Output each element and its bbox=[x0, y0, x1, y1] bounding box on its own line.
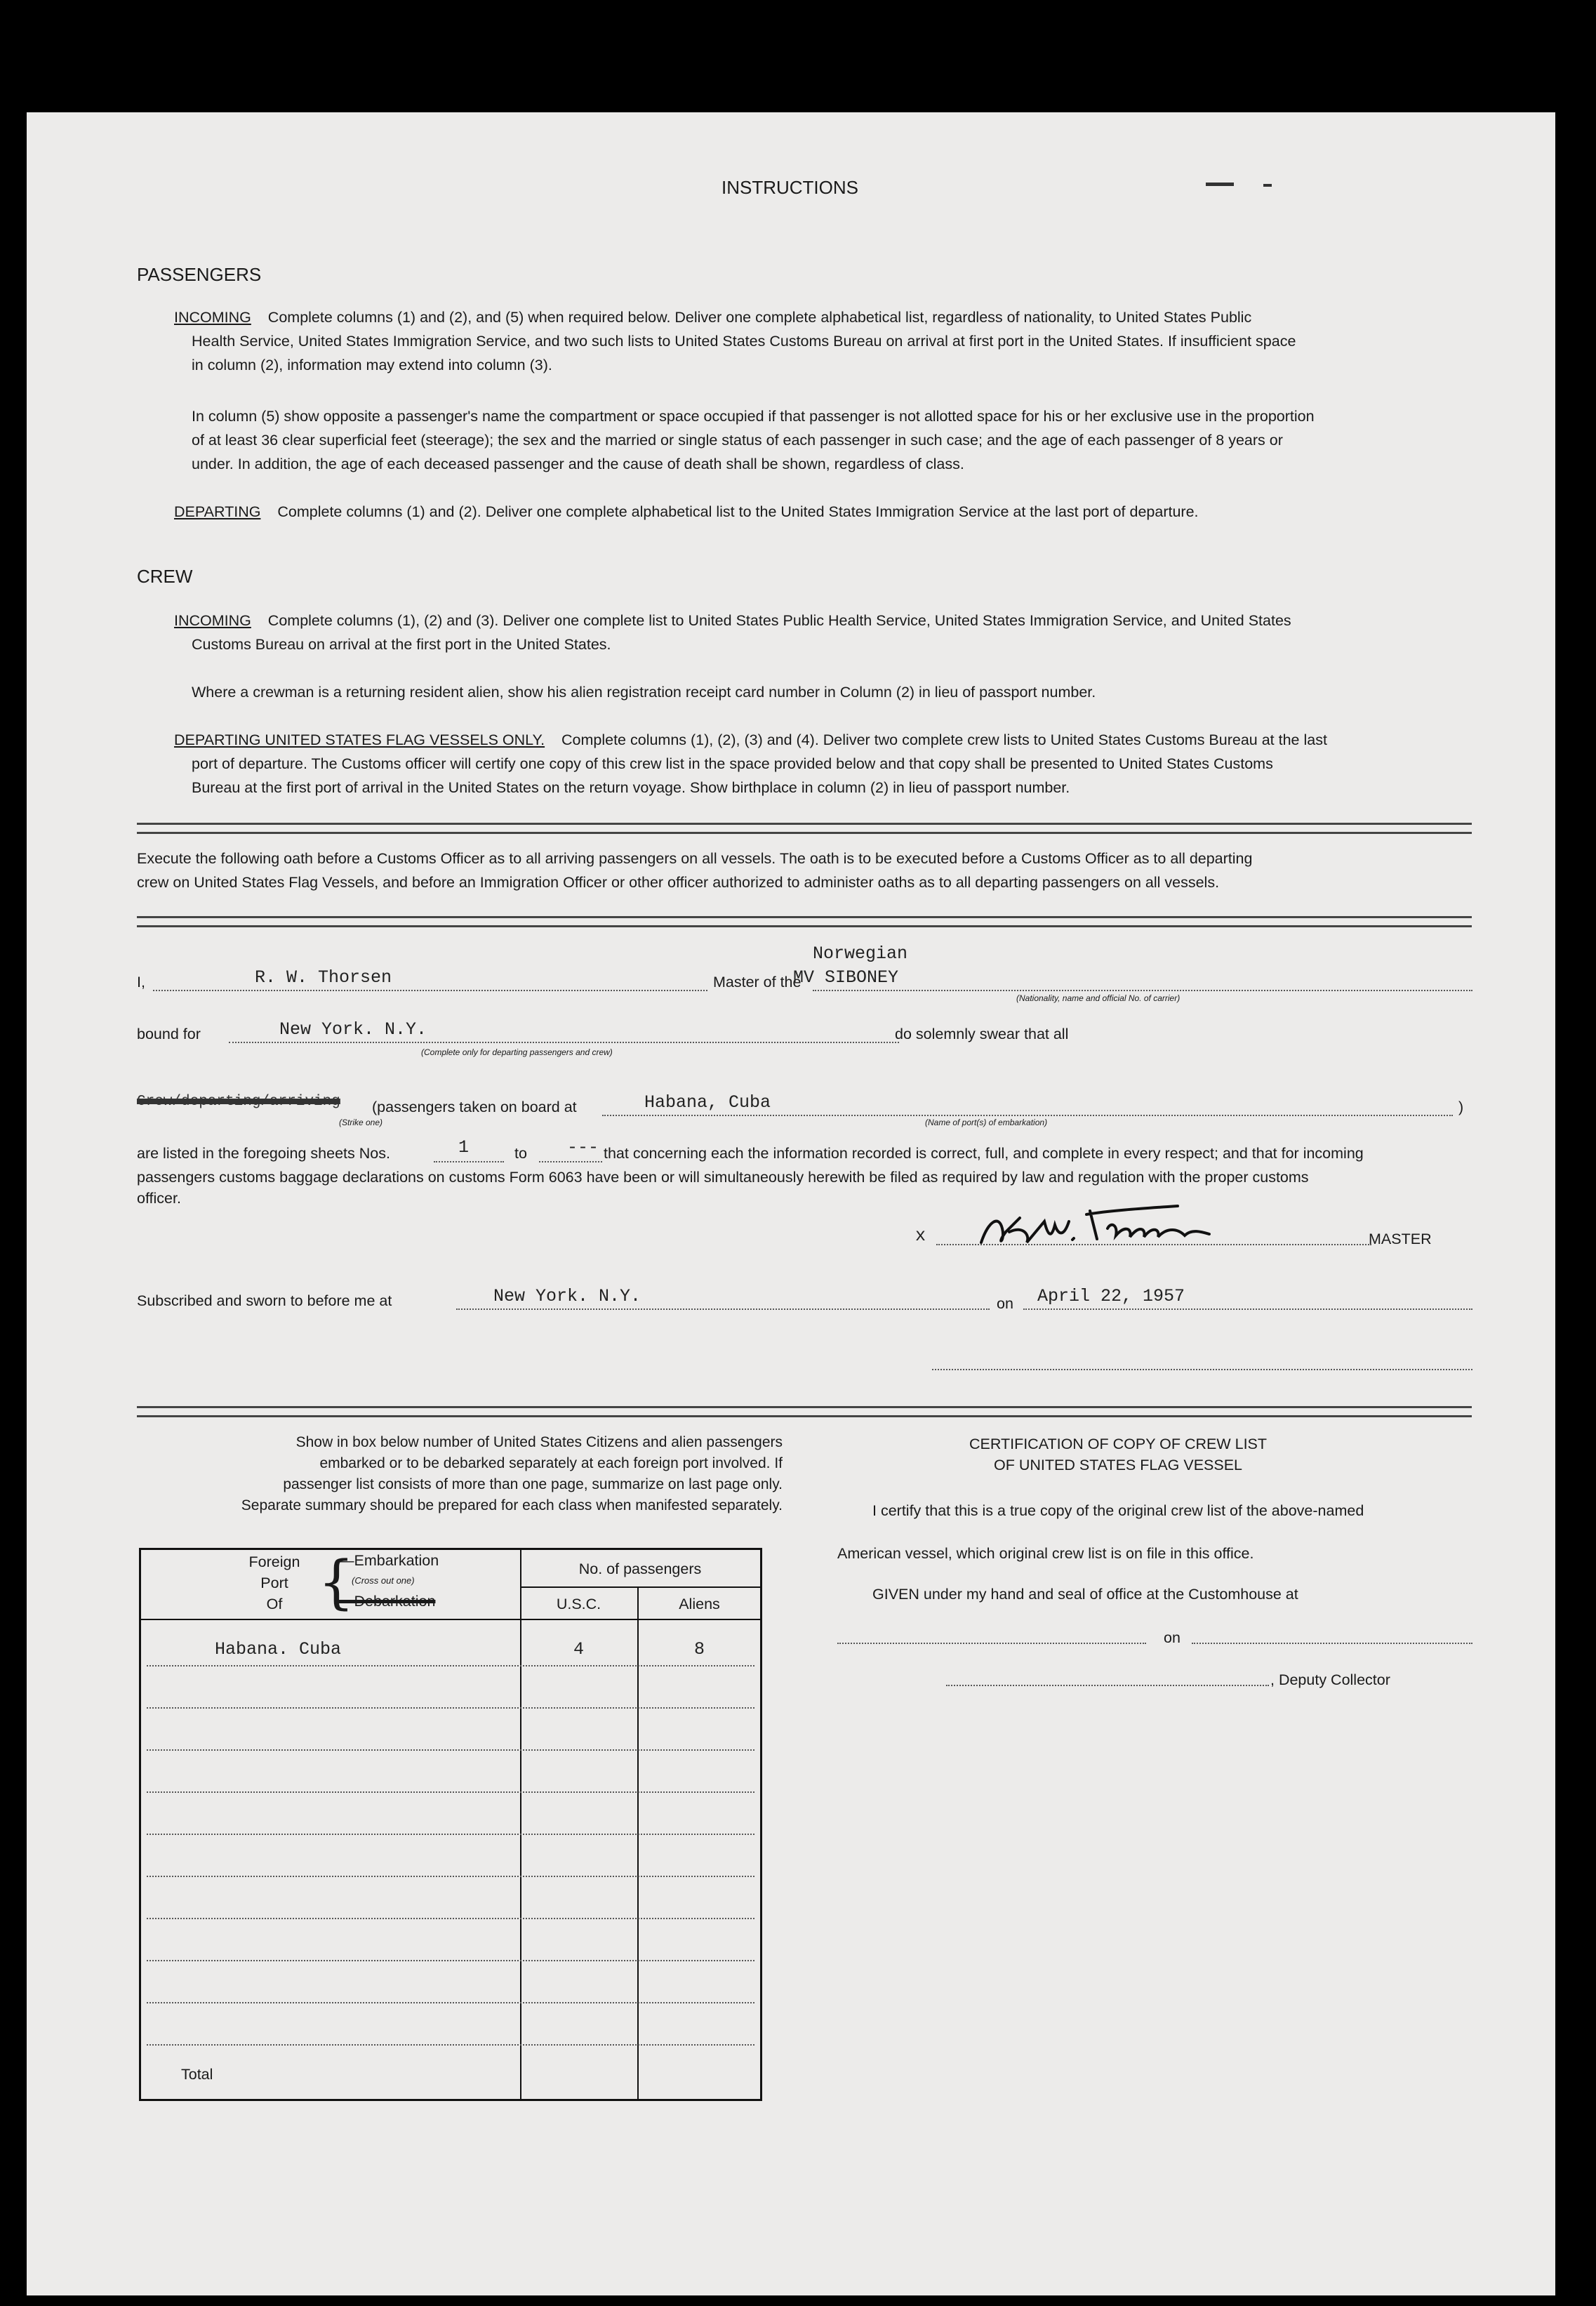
certification-line: I certify that this is a true copy of the original crew list of the above-named bbox=[872, 1502, 1364, 1519]
crew-departing-line: port of departure. The Customs officer will certify one copy of this crew list in the space provided below and that copy shall be presented to United States Customs bbox=[192, 755, 1273, 772]
summary-instructions bbox=[137, 1432, 783, 1516]
sheet-to: --- bbox=[567, 1137, 599, 1158]
instructions-title: INSTRUCTIONS bbox=[721, 177, 858, 198]
listed-rest: that concerning each the information recorded is correct, full, and complete in every respect; and that for incoming bbox=[604, 1145, 1364, 1162]
sheet-from-line bbox=[434, 1161, 504, 1162]
table-row-line bbox=[147, 1918, 754, 1919]
summary-line: Show in box below number of United States Citizens and alien passengers bbox=[295, 1434, 783, 1450]
passenger-summary-table bbox=[139, 1548, 762, 2101]
passengers-departing-label: DEPARTING bbox=[174, 503, 261, 520]
blank-line bbox=[932, 1369, 1472, 1370]
passengers-col5-block bbox=[192, 404, 1476, 476]
officer-line: officer. bbox=[137, 1190, 181, 1207]
bound-for-line bbox=[229, 1042, 899, 1043]
brace: { bbox=[318, 1549, 355, 1616]
table-row-line bbox=[147, 2002, 754, 2003]
port-label: Port bbox=[260, 1575, 288, 1591]
passengers-incoming-label: INCOMING bbox=[174, 309, 251, 326]
master-label: MASTER bbox=[1369, 1231, 1432, 1247]
table-divider bbox=[637, 1586, 639, 2099]
date-line bbox=[1023, 1308, 1472, 1310]
oath-intro-line: crew on United States Flag Vessels, and before an Immigration Officer or other officer authorized to administer oaths as to all departing passengers on all vessels. bbox=[137, 874, 1220, 891]
stray-mark bbox=[1263, 184, 1272, 187]
certification-date-line bbox=[1192, 1643, 1472, 1644]
crew-departing-line: Complete columns (1), (2), (3) and (4). Deliver two complete crew lists to United States Customs Bureau at the last bbox=[561, 731, 1327, 748]
signature-image bbox=[967, 1193, 1262, 1257]
on-label: on bbox=[997, 1295, 1013, 1312]
section-divider bbox=[137, 1406, 1472, 1417]
port-line bbox=[602, 1115, 1453, 1116]
master-name: R. W. Thorsen bbox=[255, 967, 392, 988]
table-row-aliens: 8 bbox=[693, 1639, 705, 1659]
passengers-incoming-line: Health Service, United States Immigration Service, and two such lists to United States Customs Bureau on arrival at first port in the United States. If insufficient space bbox=[192, 333, 1296, 350]
nationality: Norwegian bbox=[813, 943, 908, 964]
port-caption: (Name of port(s) of embarkation) bbox=[925, 1118, 1048, 1127]
table-row-port: Habana. Cuba bbox=[215, 1639, 342, 1659]
oath-intro bbox=[137, 847, 1477, 894]
oath-intro-line: Execute the following oath before a Customs Officer as to all arriving passengers on all vessels. The oath is to be executed before a Customs Officer as to all departing bbox=[137, 850, 1253, 867]
listed-label: are listed in the foregoing sheets Nos. bbox=[137, 1145, 390, 1162]
customhouse-line bbox=[837, 1643, 1146, 1644]
certification-on-label: on bbox=[1164, 1629, 1181, 1646]
no-passengers-header: No. of passengers bbox=[578, 1560, 702, 1577]
deputy-collector-label: , Deputy Collector bbox=[1270, 1671, 1390, 1688]
customs-line: passengers customs baggage declarations on customs Form 6063 have been or will simultaneously herewith be filed as required by law and regulation with the proper customs bbox=[137, 1169, 1309, 1186]
table-row-line bbox=[147, 1791, 754, 1793]
subscribed-label: Subscribed and sworn to before me at bbox=[137, 1292, 392, 1309]
table-row-line bbox=[147, 1749, 754, 1751]
passengers-taken-text: (passengers taken on board at bbox=[372, 1099, 577, 1115]
passengers-departing bbox=[174, 500, 1199, 524]
foreign-label: Foreign bbox=[248, 1553, 300, 1570]
table-row-line bbox=[147, 1876, 754, 1877]
crew-departing-line: Bureau at the first port of arrival in the United States on the return voyage. Show birthplace in column (2) in lieu of passport number. bbox=[192, 779, 1070, 796]
certification-title bbox=[851, 1433, 1385, 1476]
table-divider bbox=[520, 1550, 521, 2099]
table-row-usc: 4 bbox=[573, 1639, 584, 1659]
col5-line: In column (5) show opposite a passenger's name the compartment or space occupied if that passenger is not allotted space for his or her exclusive use in the proportion bbox=[192, 408, 1315, 425]
table-row-line bbox=[147, 1707, 754, 1709]
bound-for-caption: (Complete only for departing passengers and crew) bbox=[421, 1047, 613, 1057]
passengers-heading: PASSENGERS bbox=[137, 264, 262, 285]
crew-departing-block bbox=[174, 728, 1472, 800]
embarkation-label: —Embarkation bbox=[339, 1552, 439, 1569]
certification-line: GIVEN under my hand and seal of office at the Customhouse at bbox=[872, 1586, 1298, 1603]
struck-text: Crew/departing/arriving bbox=[137, 1094, 340, 1110]
signature-prefix: x bbox=[915, 1226, 926, 1246]
total-label: Total bbox=[181, 2066, 213, 2083]
subscribed-place-line bbox=[456, 1308, 990, 1310]
vessel-name: MV SIBONEY bbox=[793, 967, 899, 988]
bound-for-label: bound for bbox=[137, 1026, 201, 1042]
crew-incoming-block bbox=[174, 609, 1472, 656]
deputy-signature-line bbox=[946, 1685, 1269, 1686]
sheet-to-line bbox=[539, 1161, 602, 1162]
summary-line: embarked or to be debarked separately at each foreign port involved. If bbox=[319, 1455, 783, 1471]
section-divider bbox=[137, 916, 1472, 927]
crew-resident-text: Where a crewman is a returning resident alien, show his alien registration receipt card number in Column (2) in lieu of passport number. bbox=[192, 684, 1096, 701]
vessel-line bbox=[813, 990, 1472, 991]
usc-header: U.S.C. bbox=[556, 1596, 601, 1612]
aliens-header: Aliens bbox=[679, 1596, 720, 1612]
strike-caption: (Strike one) bbox=[339, 1118, 383, 1127]
passengers-incoming-line: in column (2), information may extend into column (3). bbox=[192, 357, 552, 373]
bound-for-value: New York. N.Y. bbox=[279, 1019, 427, 1040]
foreign-port-header bbox=[225, 1551, 324, 1615]
sheet-from: 1 bbox=[458, 1137, 470, 1158]
to-label: to bbox=[514, 1145, 527, 1162]
debarkation-label: —Debarkation bbox=[339, 1593, 436, 1610]
swear-text: do solemnly swear that all bbox=[895, 1026, 1069, 1042]
table-divider bbox=[141, 1619, 760, 1620]
of-label: Of bbox=[266, 1596, 283, 1612]
oath-i-label: I, bbox=[137, 974, 145, 990]
subscribed-place: New York. N.Y. bbox=[493, 1286, 641, 1306]
crew-incoming-label: INCOMING bbox=[174, 612, 251, 629]
stray-mark bbox=[1206, 183, 1234, 186]
vessel-caption: (Nationality, name and official No. of carrier) bbox=[1016, 993, 1181, 1003]
passengers-departing-text: Complete columns (1) and (2). Deliver one complete alphabetical list to the United States Immigration Service at the last port of departure. bbox=[277, 503, 1199, 520]
table-divider bbox=[520, 1586, 760, 1588]
crew-heading: CREW bbox=[137, 566, 193, 587]
date-value: April 22, 1957 bbox=[1037, 1286, 1185, 1306]
summary-line: passenger list consists of more than one page, summarize on last page only. bbox=[283, 1476, 783, 1492]
crew-incoming-line: Complete columns (1), (2) and (3). Deliver one complete list to United States Public Health Service, United States Immigration Service, and United States bbox=[267, 612, 1291, 629]
summary-line: Separate summary should be prepared for each class when manifested separately. bbox=[241, 1497, 783, 1513]
table-row-line bbox=[147, 2044, 754, 2046]
master-name-line bbox=[153, 990, 707, 991]
document-page bbox=[27, 112, 1555, 2295]
table-row-line bbox=[147, 1960, 754, 1961]
certification-title-line: CERTIFICATION OF COPY OF CREW LIST bbox=[969, 1436, 1268, 1452]
passengers-incoming-block bbox=[174, 305, 1472, 377]
cross-out-caption: (Cross out one) bbox=[352, 1575, 415, 1586]
master-of-label: Master of the bbox=[713, 974, 802, 990]
crew-departing-label: DEPARTING UNITED STATES FLAG VESSELS ONLY. bbox=[174, 731, 545, 748]
col5-line: under. In addition, the age of each deceased passenger and the cause of death shall be shown, regardless of class. bbox=[192, 456, 964, 472]
close-paren: ) bbox=[1458, 1099, 1464, 1115]
certification-line: American vessel, which original crew list is on file in this office. bbox=[837, 1545, 1254, 1562]
table-row-line bbox=[147, 1834, 754, 1835]
table-row-line bbox=[147, 1665, 754, 1666]
col5-line: of at least 36 clear superficial feet (steerage); the sex and the married or single status of each passenger in such case; and the age of each passenger of 8 years or bbox=[192, 432, 1283, 449]
section-divider bbox=[137, 823, 1472, 834]
certification-title-line: OF UNITED STATES FLAG VESSEL bbox=[993, 1457, 1243, 1473]
crew-incoming-line: Customs Bureau on arrival at the first port in the United States. bbox=[192, 636, 611, 653]
passengers-incoming-line: Complete columns (1) and (2), and (5) when required below. Deliver one complete alphabetical list, regardless of nationality, to United States Public bbox=[267, 309, 1252, 326]
port-value: Habana, Cuba bbox=[644, 1092, 771, 1113]
